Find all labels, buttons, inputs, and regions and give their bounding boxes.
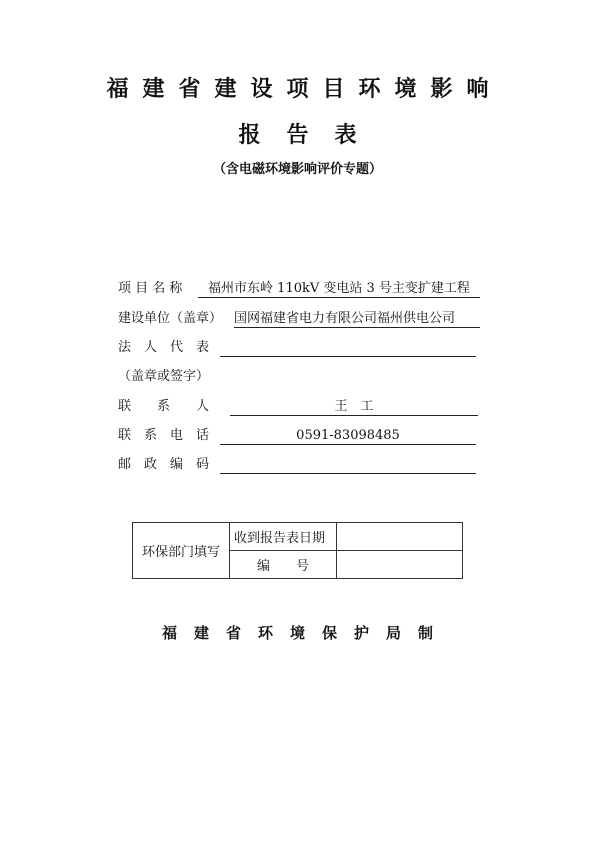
dept-fill-label: 环保部门填写 — [133, 523, 230, 579]
receive-date-cell[interactable] — [337, 523, 463, 551]
contact-field[interactable]: 王 工 — [230, 398, 478, 416]
legal-rep-row — [118, 339, 209, 357]
number-label: 编 号 — [230, 551, 337, 579]
report-subtitle: （含电磁环境影响评价专题） — [212, 162, 382, 177]
issuer-footer: 福建省环境保护局制 — [161, 624, 450, 642]
report-title-line2: 报告表 — [238, 122, 383, 148]
project-name-field[interactable]: 福州市东岭 110kV 变电站 3 号主变扩建工程 — [198, 280, 480, 298]
contact-label: 联 系 人 — [118, 399, 210, 414]
environmental-dept-table — [132, 522, 463, 579]
phone-field[interactable]: 0591-83098485 — [220, 427, 476, 445]
builder-row — [118, 310, 222, 328]
legal-rep-label: 法 人 代 表 — [118, 340, 210, 355]
contact-row — [118, 398, 209, 416]
phone-row — [118, 427, 209, 445]
receive-date-label: 收到报告表日期 — [230, 523, 337, 551]
phone-label: 联 系 电 话 — [118, 428, 210, 443]
postcode-row — [118, 456, 209, 474]
report-title-line1: 福建省建设项目环境影响 — [106, 76, 503, 102]
builder-label: 建设单位（盖章） — [118, 311, 223, 326]
builder-field[interactable]: 国网福建省电力有限公司福州供电公司 — [234, 310, 480, 328]
stamp-note: （盖章或签字） — [118, 369, 210, 384]
postcode-label: 邮 政 编 码 — [118, 457, 210, 472]
postcode-field[interactable] — [220, 456, 476, 474]
project-name-row — [118, 280, 182, 298]
number-cell[interactable] — [337, 551, 463, 579]
legal-rep-field[interactable] — [220, 339, 476, 357]
project-name-label: 项 目 名 称 — [118, 281, 183, 296]
